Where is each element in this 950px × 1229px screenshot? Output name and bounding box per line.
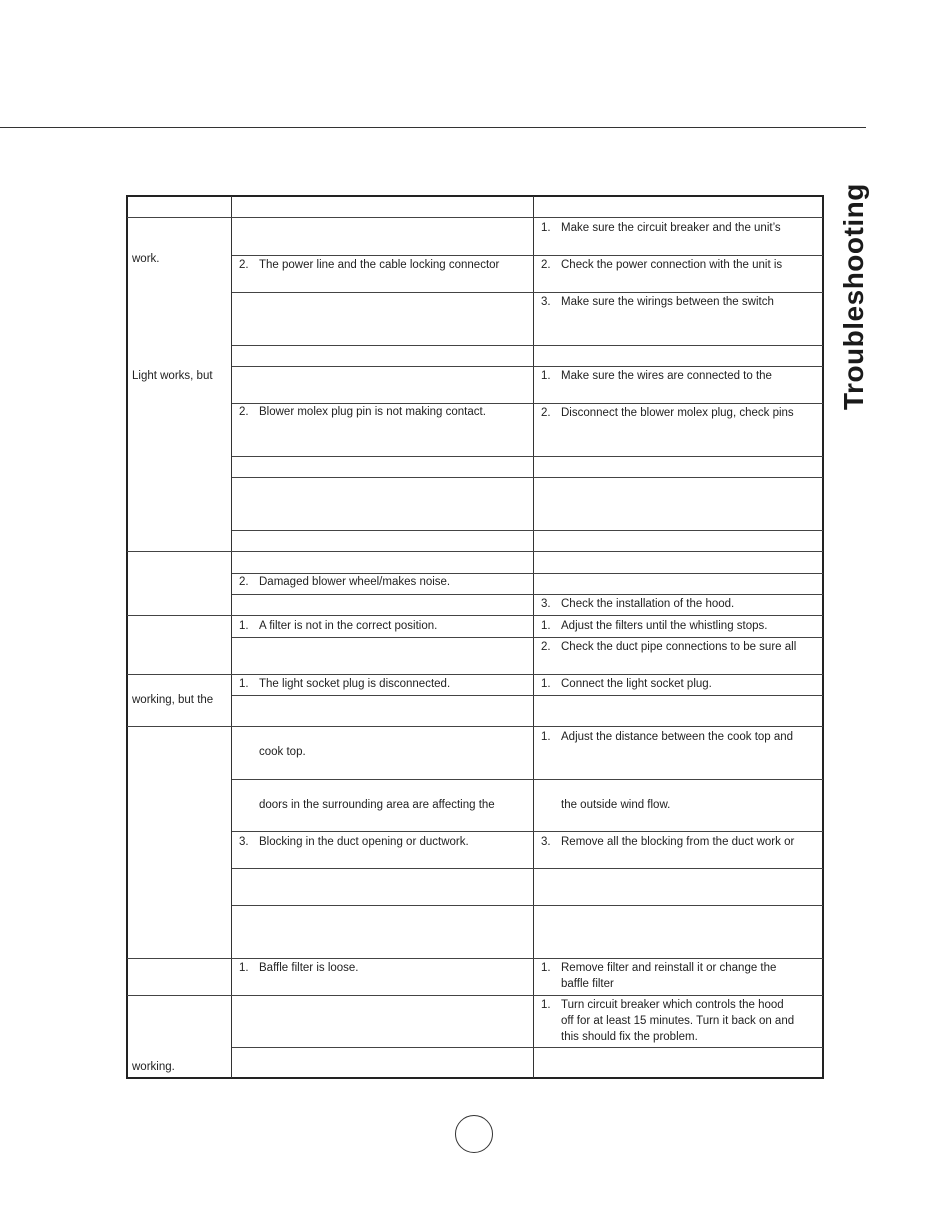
item-text: Check the power connection with the unit is — [561, 259, 783, 271]
problem-cell: work. — [132, 253, 160, 265]
row-divider — [127, 217, 823, 218]
item-text: Connect the light socket plug. — [561, 678, 712, 690]
row-divider — [232, 779, 823, 780]
item-text: cook top. — [259, 746, 306, 758]
item-text: Make sure the wirings between the switch — [561, 296, 774, 308]
problem-cell: Light works, but — [132, 370, 213, 382]
row-divider — [127, 674, 823, 675]
row-divider — [232, 477, 823, 478]
item-text: Make sure the circuit breaker and the unit’s — [561, 222, 781, 234]
problem-cell: working. — [132, 1061, 175, 1073]
item-text: Remove all the blocking from the duct work or — [561, 836, 795, 848]
item-number: 2. — [541, 407, 551, 419]
row-divider — [232, 255, 823, 256]
page-number-circle — [455, 1115, 493, 1153]
item-text: The light socket plug is disconnected. — [259, 678, 451, 690]
item-number: 1. — [541, 222, 551, 234]
item-number: 2. — [239, 576, 249, 588]
row-divider — [232, 594, 823, 595]
item-text: Blocking in the duct opening or ductwork. — [259, 836, 469, 848]
row-divider — [232, 573, 823, 574]
item-number: 1. — [239, 678, 249, 690]
item-number: 1. — [541, 731, 551, 743]
item-text: off for at least 15 minutes. Turn it back on and — [561, 1015, 795, 1027]
item-text: Make sure the wires are connected to the — [561, 370, 772, 382]
item-number: 1. — [541, 999, 551, 1011]
section-title: Troubleshooting — [838, 183, 869, 410]
item-text: Blower molex plug pin is not making contact. — [259, 406, 486, 418]
row-divider — [232, 695, 823, 696]
item-number: 1. — [239, 620, 249, 632]
item-text: doors in the surrounding area are affecting the — [259, 799, 495, 811]
item-number: 2. — [541, 641, 551, 653]
item-text: Check the duct pipe connections to be sure all — [561, 641, 797, 653]
item-number: 1. — [541, 962, 551, 974]
row-divider — [232, 831, 823, 832]
item-text: Disconnect the blower molex plug, check pins — [561, 407, 794, 419]
row-divider — [127, 551, 823, 552]
item-number: 2. — [541, 259, 551, 271]
item-text: Turn circuit breaker which controls the hood — [561, 999, 784, 1011]
item-number: 1. — [541, 678, 551, 690]
item-number: 1. — [239, 962, 249, 974]
item-text: Check the installation of the hood. — [561, 598, 735, 610]
row-divider — [232, 366, 823, 367]
row-divider — [127, 995, 823, 996]
problem-cell: working, but the — [132, 694, 214, 706]
row-divider — [127, 615, 823, 616]
row-divider — [232, 403, 823, 404]
item-text: A filter is not in the correct position. — [259, 620, 438, 632]
item-number: 2. — [239, 259, 249, 271]
item-number: 1. — [541, 620, 551, 632]
item-text: the outside wind flow. — [561, 799, 671, 811]
row-divider — [232, 637, 823, 638]
item-text: Adjust the filters until the whistling stops. — [561, 620, 768, 632]
item-number: 1. — [541, 370, 551, 382]
item-text: baffle filter — [561, 978, 614, 990]
item-text: Adjust the distance between the cook top and — [561, 731, 794, 743]
row-divider — [232, 1047, 823, 1048]
row-divider — [127, 958, 823, 959]
row-divider — [232, 345, 823, 346]
row-divider — [232, 530, 823, 531]
item-number: 3. — [541, 598, 551, 610]
row-divider — [232, 905, 823, 906]
row-divider — [232, 292, 823, 293]
item-text: this should fix the problem. — [561, 1031, 698, 1043]
item-text: Baffle filter is loose. — [259, 962, 359, 974]
item-text: The power line and the cable locking connector — [259, 259, 500, 271]
item-number: 2. — [239, 406, 249, 418]
row-divider — [232, 456, 823, 457]
item-number: 3. — [239, 836, 249, 848]
item-number: 3. — [541, 296, 551, 308]
item-text: Damaged blower wheel/makes noise. — [259, 576, 451, 588]
item-text: Remove filter and reinstall it or change the — [561, 962, 777, 974]
row-divider — [127, 726, 823, 727]
item-number: 3. — [541, 836, 551, 848]
row-divider — [232, 868, 823, 869]
top-rule — [0, 127, 866, 128]
